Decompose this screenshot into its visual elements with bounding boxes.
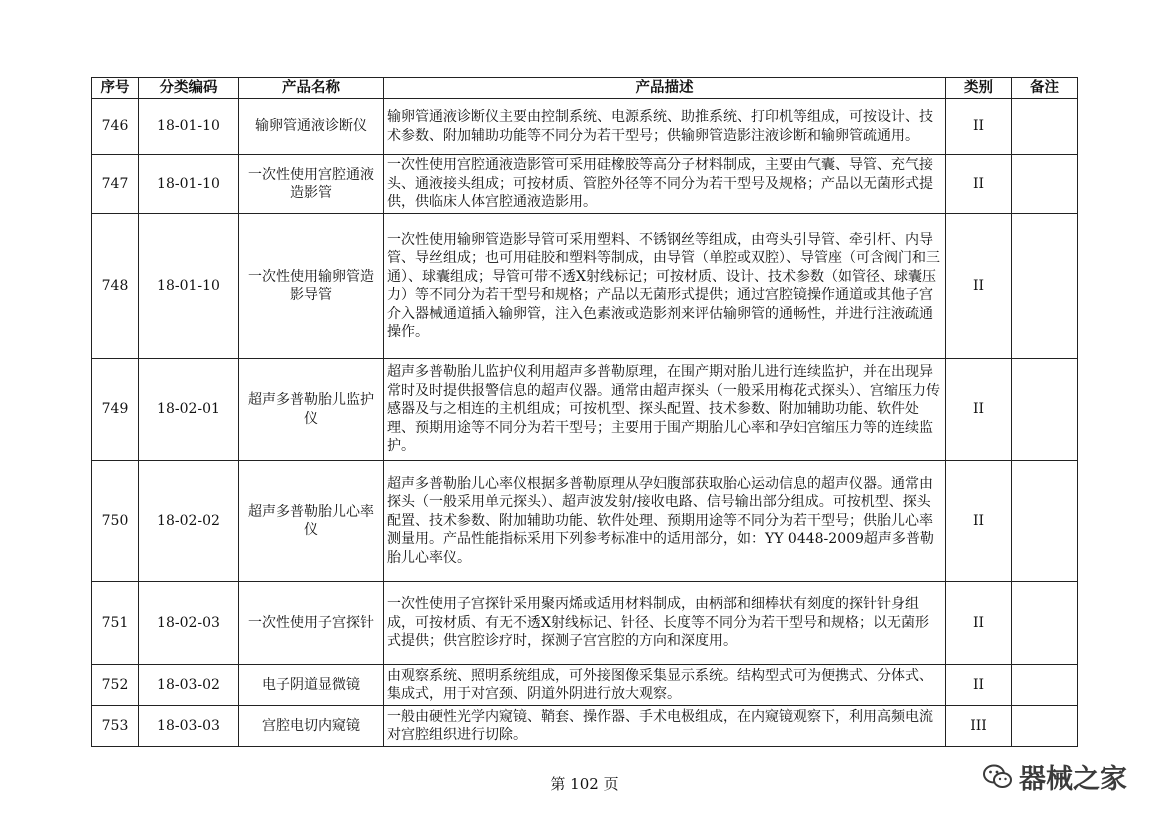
row-name: 一次性使用子宫探针 [239, 582, 384, 665]
row-code: 18-01-10 [139, 99, 239, 155]
row-desc: 一次性使用子宫探针采用聚丙烯或适用材料制成，由柄部和细棒状有刻度的探针针身组成，可按材质、有无不透X射线标记、针径、长度等不同分为若干型号和规格；以无菌形式提供；供宫腔诊疗时，探测子宫宫腔的方向和深度用。 [384, 582, 946, 665]
row-name: 一次性使用宫腔通液造影管 [239, 155, 384, 214]
table-row [92, 359, 1078, 461]
watermark [983, 757, 1127, 796]
row-code: 18-03-02 [139, 665, 239, 706]
header-desc: 产品描述 [384, 78, 946, 99]
row-num: 750 [92, 461, 139, 582]
row-desc: 超声多普勒胎儿监护仪利用超声多普勒原理，在围产期对胎儿进行连续监护，并在出现异常时及时提供报警信息的超声仪器。通常由超声探头（一般采用梅花式探头）、宫缩压力传感器及与之相连的主机组成；可按机型、探头配置、技术参数、附加辅助功能、软件处理、预期用途等不同分为若干型号；主要用于围产期胎儿心率和孕妇宫缩压力等的连续监护。 [384, 359, 946, 461]
row-note [1012, 665, 1078, 706]
header-num: 序号 [92, 78, 139, 99]
row-name: 一次性使用输卵管造影导管 [239, 214, 384, 359]
row-name: 输卵管通液诊断仪 [239, 99, 384, 155]
row-code: 18-01-10 [139, 214, 239, 359]
page-number: 第 102 页 [550, 775, 619, 793]
row-note [1012, 582, 1078, 665]
header-cls: 类别 [946, 78, 1012, 99]
header-name: 产品名称 [239, 78, 384, 99]
row-desc: 一次性使用输卵管造影导管可采用塑料、不锈钢丝等组成，由弯头引导管、牵引杆、内导管、导丝组成；也可用硅胶和塑料等制成，由导管（单腔或双腔）、导管座（可含阀门和三通）、球囊组成；导管可带不透X射线标记；可按材质、设计、技术参数（如管径、球囊压力）等不同分为若干型号和规格；产品以无菌形式提供；通过宫腔镜操作通道或其他子宫介入器械通道插入输卵管，注入色素液或造影剂来评估输卵管的通畅性，并进行注液疏通操作。 [384, 214, 946, 359]
row-note [1012, 214, 1078, 359]
row-desc: 一般由硬性光学内窥镜、鞘套、操作器、手术电极组成，在内窥镜观察下，利用高频电流对宫腔组织进行切除。 [384, 706, 946, 747]
table-row [92, 214, 1078, 359]
wechat-icon [983, 764, 1013, 790]
row-cls: II [946, 359, 1012, 461]
row-num: 752 [92, 665, 139, 706]
row-name: 宫腔电切内窥镜 [239, 706, 384, 747]
table-row [92, 665, 1078, 706]
row-num: 746 [92, 99, 139, 155]
header-note: 备注 [1012, 78, 1078, 99]
row-note [1012, 706, 1078, 747]
row-cls: II [946, 665, 1012, 706]
row-name: 超声多普勒胎儿监护仪 [239, 359, 384, 461]
table-row [92, 155, 1078, 214]
row-desc: 由观察系统、照明系统组成，可外接图像采集显示系统。结构型式可为便携式、分体式、集成式，用于对宫颈、阴道外阴进行放大观察。 [384, 665, 946, 706]
table-row [92, 706, 1078, 747]
row-note [1012, 99, 1078, 155]
row-num: 751 [92, 582, 139, 665]
row-code: 18-01-10 [139, 155, 239, 214]
row-code: 18-03-03 [139, 706, 239, 747]
catalog-table [91, 77, 1078, 747]
row-name: 电子阴道显微镜 [239, 665, 384, 706]
row-desc: 输卵管通液诊断仪主要由控制系统、电源系统、助推系统、打印机等组成，可按设计、技术参数、附加辅助功能等不同分为若干型号；供输卵管造影注液诊断和输卵管疏通用。 [384, 99, 946, 155]
row-desc: 一次性使用宫腔通液造影管可采用硅橡胶等高分子材料制成，主要由气囊、导管、充气接头、通液接头组成；可按材质、管腔外径等不同分为若干型号及规格；产品以无菌形式提供，供临床人体宫腔通液造影用。 [384, 155, 946, 214]
row-note [1012, 155, 1078, 214]
row-cls: II [946, 214, 1012, 359]
row-cls: III [946, 706, 1012, 747]
row-num: 748 [92, 214, 139, 359]
row-code: 18-02-03 [139, 582, 239, 665]
row-num: 747 [92, 155, 139, 214]
row-cls: II [946, 582, 1012, 665]
watermark-text: 器械之家 [1019, 764, 1127, 795]
row-cls: II [946, 155, 1012, 214]
row-note [1012, 461, 1078, 582]
row-note [1012, 359, 1078, 461]
row-code: 18-02-02 [139, 461, 239, 582]
header-row [92, 78, 1078, 99]
row-name: 超声多普勒胎儿心率仪 [239, 461, 384, 582]
row-cls: II [946, 461, 1012, 582]
table-row [92, 461, 1078, 582]
header-code: 分类编码 [139, 78, 239, 99]
table-row [92, 582, 1078, 665]
row-cls: II [946, 99, 1012, 155]
table-row [92, 99, 1078, 155]
row-desc: 超声多普勒胎儿心率仪根据多普勒原理从孕妇腹部获取胎心运动信息的超声仪器。通常由探头（一般采用单元探头）、超声波发射/接收电路、信号输出部分组成。可按机型、探头配置、技术参数、附加辅助功能、软件处理、预期用途等不同分为若干型号；供胎儿心率测量用。产品性能指标采用下列参考标准中的适用部分，如：YY 0448-2009超声多普勒胎儿心率仪。 [384, 461, 946, 582]
row-num: 753 [92, 706, 139, 747]
row-num: 749 [92, 359, 139, 461]
row-code: 18-02-01 [139, 359, 239, 461]
